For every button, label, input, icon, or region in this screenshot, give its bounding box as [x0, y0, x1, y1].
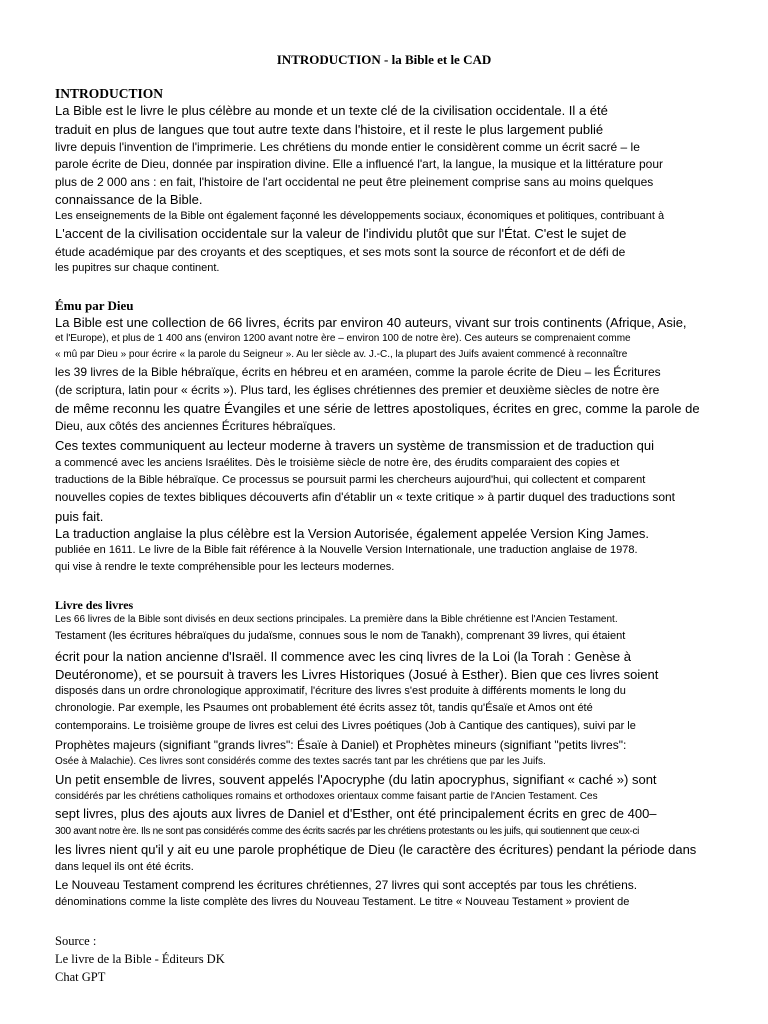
- paragraph-line: de même reconnu les quatre Évangiles et une série de lettres apostoliques, écrites en grec, comme la parole de: [55, 401, 700, 416]
- paragraph-line: Deutéronome), et se poursuit à travers les Livres Historiques (Josué à Esther). Bien que ces livres soient: [55, 667, 659, 682]
- paragraph-line: publiée en 1611. Le livre de la Bible fait référence à la Nouvelle Version Internationale, une traduction anglaise de 1978.: [55, 544, 638, 556]
- paragraph-line: Les enseignements de la Bible ont également façonné les développements sociaux, économiques et politiques, contribuant à: [55, 210, 665, 222]
- paragraph-line: Les 66 livres de la Bible sont divisés en deux sections principales. La première dans la Bible chrétienne est l'Ancien Testament.: [55, 614, 618, 625]
- paragraph-line: parole écrite de Dieu, donnée par inspiration divine. Elle a influencé l'art, la langue, la musique et la littérature pour: [55, 157, 663, 171]
- section-heading-livre-des-livres: Livre des livres: [55, 598, 134, 612]
- paragraph-line: a commencé avec les anciens Israélites. Dès le troisième siècle de notre ère, des érudits comparaient des copies et: [55, 457, 620, 469]
- paragraph-line: La Bible est le livre le plus célèbre au monde et un texte clé de la civilisation occidentale. Il a été: [55, 103, 608, 118]
- paragraph-line: Prophètes majeurs (signifiant "grands livres": Ésaïe à Daniel) et Prophètes mineurs (signifiant "petits livres":: [55, 738, 627, 752]
- paragraph-line: étude académique par des croyants et des sceptiques, et ses mots sont la source de réconfort et de défi de: [55, 245, 626, 259]
- paragraph-line: Dieu, aux côtés des anciennes Écritures hébraïques.: [55, 419, 336, 433]
- paragraph-line: écrit pour la nation ancienne d'Israël. Il commence avec les cinq livres de la Loi (la Torah : Genèse à: [55, 649, 631, 664]
- paragraph-line: qui vise à rendre le texte compréhensible pour les lecteurs modernes.: [55, 561, 395, 573]
- paragraph-line: 300 avant notre ère. Ils ne sont pas considérés comme des écrits sacrés par les chrétiens protestants ou les juifs, qui soutiennent que ceux-ci: [55, 826, 640, 837]
- paragraph-line: considérés par les chrétiens catholiques romains et orthodoxes orientaux comme faisant partie de l'Ancien Testament. Ces: [55, 791, 598, 802]
- paragraph-line: contemporains. Le troisième groupe de livres est celui des Livres poétiques (Job à Cantique des cantiques), suivi par le: [55, 720, 636, 732]
- paragraph-line: Ces textes communiquent au lecteur moderne à travers un système de transmission et de traduction qui: [55, 438, 655, 453]
- paragraph-line: traductions de la Bible hébraïque. Ce processus se poursuit parmi les chercheurs aujourd'hui, qui collectent et comparent: [55, 474, 646, 486]
- paragraph-line: nouvelles copies de textes bibliques découverts afin d'établir un « texte critique » à partir duquel des traductions sont: [55, 490, 675, 504]
- document-title: INTRODUCTION - la Bible et le CAD: [276, 52, 492, 67]
- source-item: Chat GPT: [55, 970, 106, 984]
- paragraph-line: les pupitres sur chaque continent.: [55, 262, 220, 274]
- paragraph-line: les livres nient qu'il y ait eu une parole prophétique de Dieu (le caractère des écritures) pendant la période dans: [55, 842, 697, 857]
- paragraph-line: livre depuis l'invention de l'imprimerie. Les chrétiens du monde entier le considèrent comme un écrit sacré – le: [55, 140, 640, 154]
- paragraph-line: dénominations comme la liste complète des livres du Nouveau Testament. Le titre « Nouveau Testament » provient de: [55, 896, 630, 908]
- paragraph-line: traduit en plus de langues que tout autre texte dans l'histoire, et il reste le plus largement publié: [55, 122, 604, 137]
- paragraph-line: Le Nouveau Testament comprend les écritures chrétiennes, 27 livres qui sont acceptés par tous les chrétiens.: [55, 878, 638, 892]
- paragraph-line: Osée à Malachie). Ces livres sont considérés comme des textes sacrés tant par les chrétiens que par les Juifs.: [55, 756, 546, 767]
- section-heading-emu-par-dieu: Ému par Dieu: [55, 298, 134, 313]
- paragraph-line: puis fait.: [55, 509, 104, 524]
- source-label: Source :: [55, 934, 97, 948]
- paragraph-line: Testament (les écritures hébraïques du judaïsme, connues sous le nom de Tanakh), comprenant 39 livres, qui étaient: [55, 630, 626, 642]
- paragraph-line: Un petit ensemble de livres, souvent appelés l'Apocryphe (du latin apocryphus, signifiant « caché ») sont: [55, 772, 657, 787]
- paragraph-line: chronologie. Par exemple, les Psaumes ont probablement été écrits assez tôt, tandis qu'Ésaïe et Amos ont été: [55, 702, 593, 714]
- paragraph-line: L'accent de la civilisation occidentale sur la valeur de l'individu plutôt que sur l'État. C'est le sujet de: [55, 226, 627, 241]
- paragraph-line: La Bible est une collection de 66 livres, écrits par environ 40 auteurs, vivant sur trois continents (Afrique, Asie,: [55, 315, 687, 330]
- paragraph-line: disposés dans un ordre chronologique approximatif, l'écriture des livres s'est produite à différents moments le long du: [55, 685, 626, 697]
- paragraph-line: « mû par Dieu » pour écrire « la parole du Seigneur ». Au ler siècle av. J.-C., la plupart des Juifs avaient commencé à reconnaître: [55, 349, 628, 360]
- paragraph-line: connaissance de la Bible.: [55, 192, 203, 207]
- section-heading-introduction: INTRODUCTION: [55, 86, 164, 101]
- source-item: Le livre de la Bible - Éditeurs DK: [55, 952, 225, 966]
- paragraph-line: (de scriptura, latin pour « écrits »). Plus tard, les églises chrétiennes des premier et deuxième siècles de notre ère: [55, 383, 660, 397]
- paragraph-line: et l'Europe), et plus de 1 400 ans (environ 1200 avant notre ère – environ 100 de notre ère). Ces auteurs se comprenaient comme: [55, 333, 631, 344]
- paragraph-line: sept livres, plus des ajouts aux livres de Daniel et d'Esther, ont été principalement écrits en grec de 400–: [55, 806, 657, 821]
- paragraph-line: La traduction anglaise la plus célèbre est la Version Autorisée, également appelée Version King James.: [55, 526, 650, 541]
- paragraph-line: dans lequel ils ont été écrits.: [55, 861, 194, 873]
- paragraph-line: plus de 2 000 ans : en fait, l'histoire de l'art occidental ne peut être pleinement comprise sans au moins quelques: [55, 175, 654, 189]
- paragraph-line: les 39 livres de la Bible hébraïque, écrits en hébreu et en araméen, comme la parole écrite de Dieu – les Écritures: [55, 365, 661, 379]
